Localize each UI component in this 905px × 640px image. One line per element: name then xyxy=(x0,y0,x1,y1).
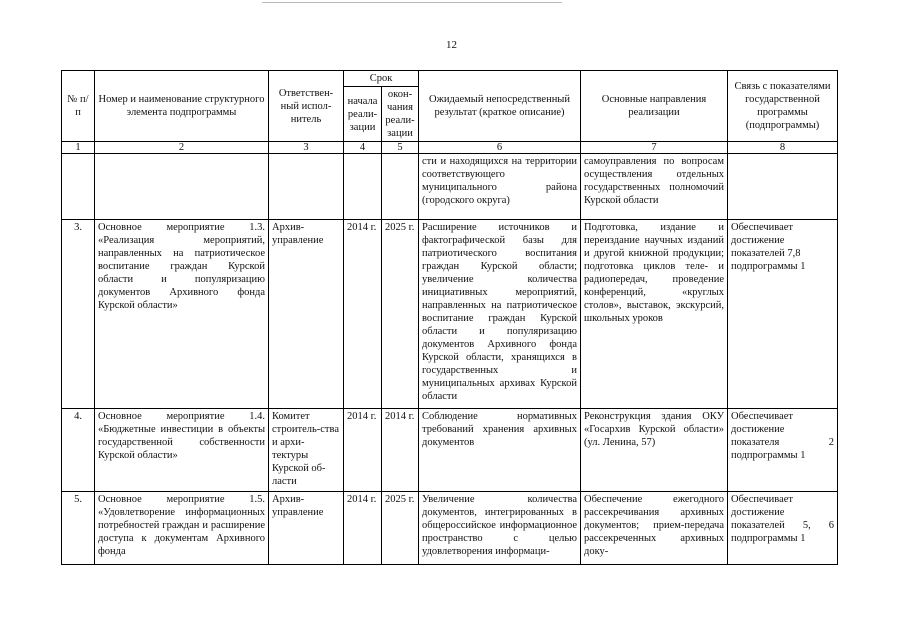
table-row xyxy=(62,492,838,565)
top-rule xyxy=(262,2,562,3)
row-start: 2014 г. xyxy=(344,492,382,565)
index-cell: 3 xyxy=(269,142,344,154)
header-directions: Основные направления реализации xyxy=(581,71,728,142)
row-num xyxy=(62,154,95,220)
row-num: 5. xyxy=(62,492,95,565)
row-name xyxy=(95,154,269,220)
row-result: Расширение источников и фактографической базы для патриотического воспитания граждан Курской области; увеличение количества инициативных мероприятий, направленных на патриотическое воспитание граждан Курской области и популяризацию документов Архивного фонда Курской области, хранящихся в государственных и муниципальных архивах Курской области xyxy=(419,220,581,409)
row-executor: Комитет строитель-ства и архи-тектуры Курской об-ласти xyxy=(269,409,344,492)
row-result: Соблюдение нормативных требований хранения архивных документов xyxy=(419,409,581,492)
row-link: Обеспечивает достижение показателей 7,8 подпрограммы 1 xyxy=(728,220,838,409)
header-start: начала реали-зации xyxy=(344,87,382,142)
row-num: 3. xyxy=(62,220,95,409)
header-executor: Ответствен-ный испол-нитель xyxy=(269,71,344,142)
row-name: Основное мероприятие 1.5. «Удовлетворение информационных потребностей граждан и расширение доступа к документам Архивного фонда xyxy=(95,492,269,565)
header-result: Ожидаемый непосредственный результат (краткое описание) xyxy=(419,71,581,142)
row-start: 2014 г. xyxy=(344,220,382,409)
row-directions: Подготовка, издание и переиздание научных изданий и другой книжной продукции; подготовка циклов теле- и радиопередач, проведение конференций, «круглых столов», выставок, экскурсий, школьных уроков xyxy=(581,220,728,409)
subprogram-table xyxy=(61,70,838,565)
column-index-row xyxy=(62,142,838,154)
page-number: 12 xyxy=(446,39,457,51)
row-link: Обеспечивает достижение показателя 2 подпрограммы 1 xyxy=(728,409,838,492)
row-end xyxy=(382,154,419,220)
table-row xyxy=(62,154,838,220)
row-directions: Реконструкция здания ОКУ «Госархив Курской области» (ул. Ленина, 57) xyxy=(581,409,728,492)
table-row xyxy=(62,409,838,492)
header-end: окон-чания реали-зации xyxy=(382,87,419,142)
row-executor: Архив-управление xyxy=(269,492,344,565)
row-link xyxy=(728,154,838,220)
index-cell: 7 xyxy=(581,142,728,154)
header-num: № п/п xyxy=(62,71,95,142)
row-directions: самоуправления по вопросам осуществления отдельных государственных полномочий Курской области xyxy=(581,154,728,220)
row-end: 2025 г. xyxy=(382,220,419,409)
index-cell: 2 xyxy=(95,142,269,154)
header-name: Номер и наименование структурного элемента подпрограммы xyxy=(95,71,269,142)
table-row xyxy=(62,220,838,409)
index-cell: 1 xyxy=(62,142,95,154)
index-cell: 6 xyxy=(419,142,581,154)
header-period: Срок xyxy=(344,71,419,87)
row-end: 2025 г. xyxy=(382,492,419,565)
row-end: 2014 г. xyxy=(382,409,419,492)
row-num: 4. xyxy=(62,409,95,492)
row-executor xyxy=(269,154,344,220)
row-start: 2014 г. xyxy=(344,409,382,492)
row-start xyxy=(344,154,382,220)
index-cell: 5 xyxy=(382,142,419,154)
row-link: Обеспечивает достижение показателей 5, 6 подпрограммы 1 xyxy=(728,492,838,565)
row-result: Увеличение количества документов, интегрированных в общероссийское информационное пространство с целью удовлетворения информаци- xyxy=(419,492,581,565)
row-executor: Архив-управление xyxy=(269,220,344,409)
index-cell: 4 xyxy=(344,142,382,154)
row-result: сти и находящихся на территории соответствующего муниципального района (городского округа) xyxy=(419,154,581,220)
row-name: Основное мероприятие 1.3. «Реализация мероприятий, направленных на патриотическое воспитание граждан Курской области и популяризацию документов Архивного фонда Курской области» xyxy=(95,220,269,409)
header-link: Связь с показателями государственной программы (подпрограммы) xyxy=(728,71,838,142)
index-cell: 8 xyxy=(728,142,838,154)
row-name: Основное мероприятие 1.4. «Бюджетные инвестиции в объекты государственной собственности Курской области» xyxy=(95,409,269,492)
row-directions: Обеспечение ежегодного рассекречивания архивных документов; прием-передача рассекреченных архивных доку- xyxy=(581,492,728,565)
